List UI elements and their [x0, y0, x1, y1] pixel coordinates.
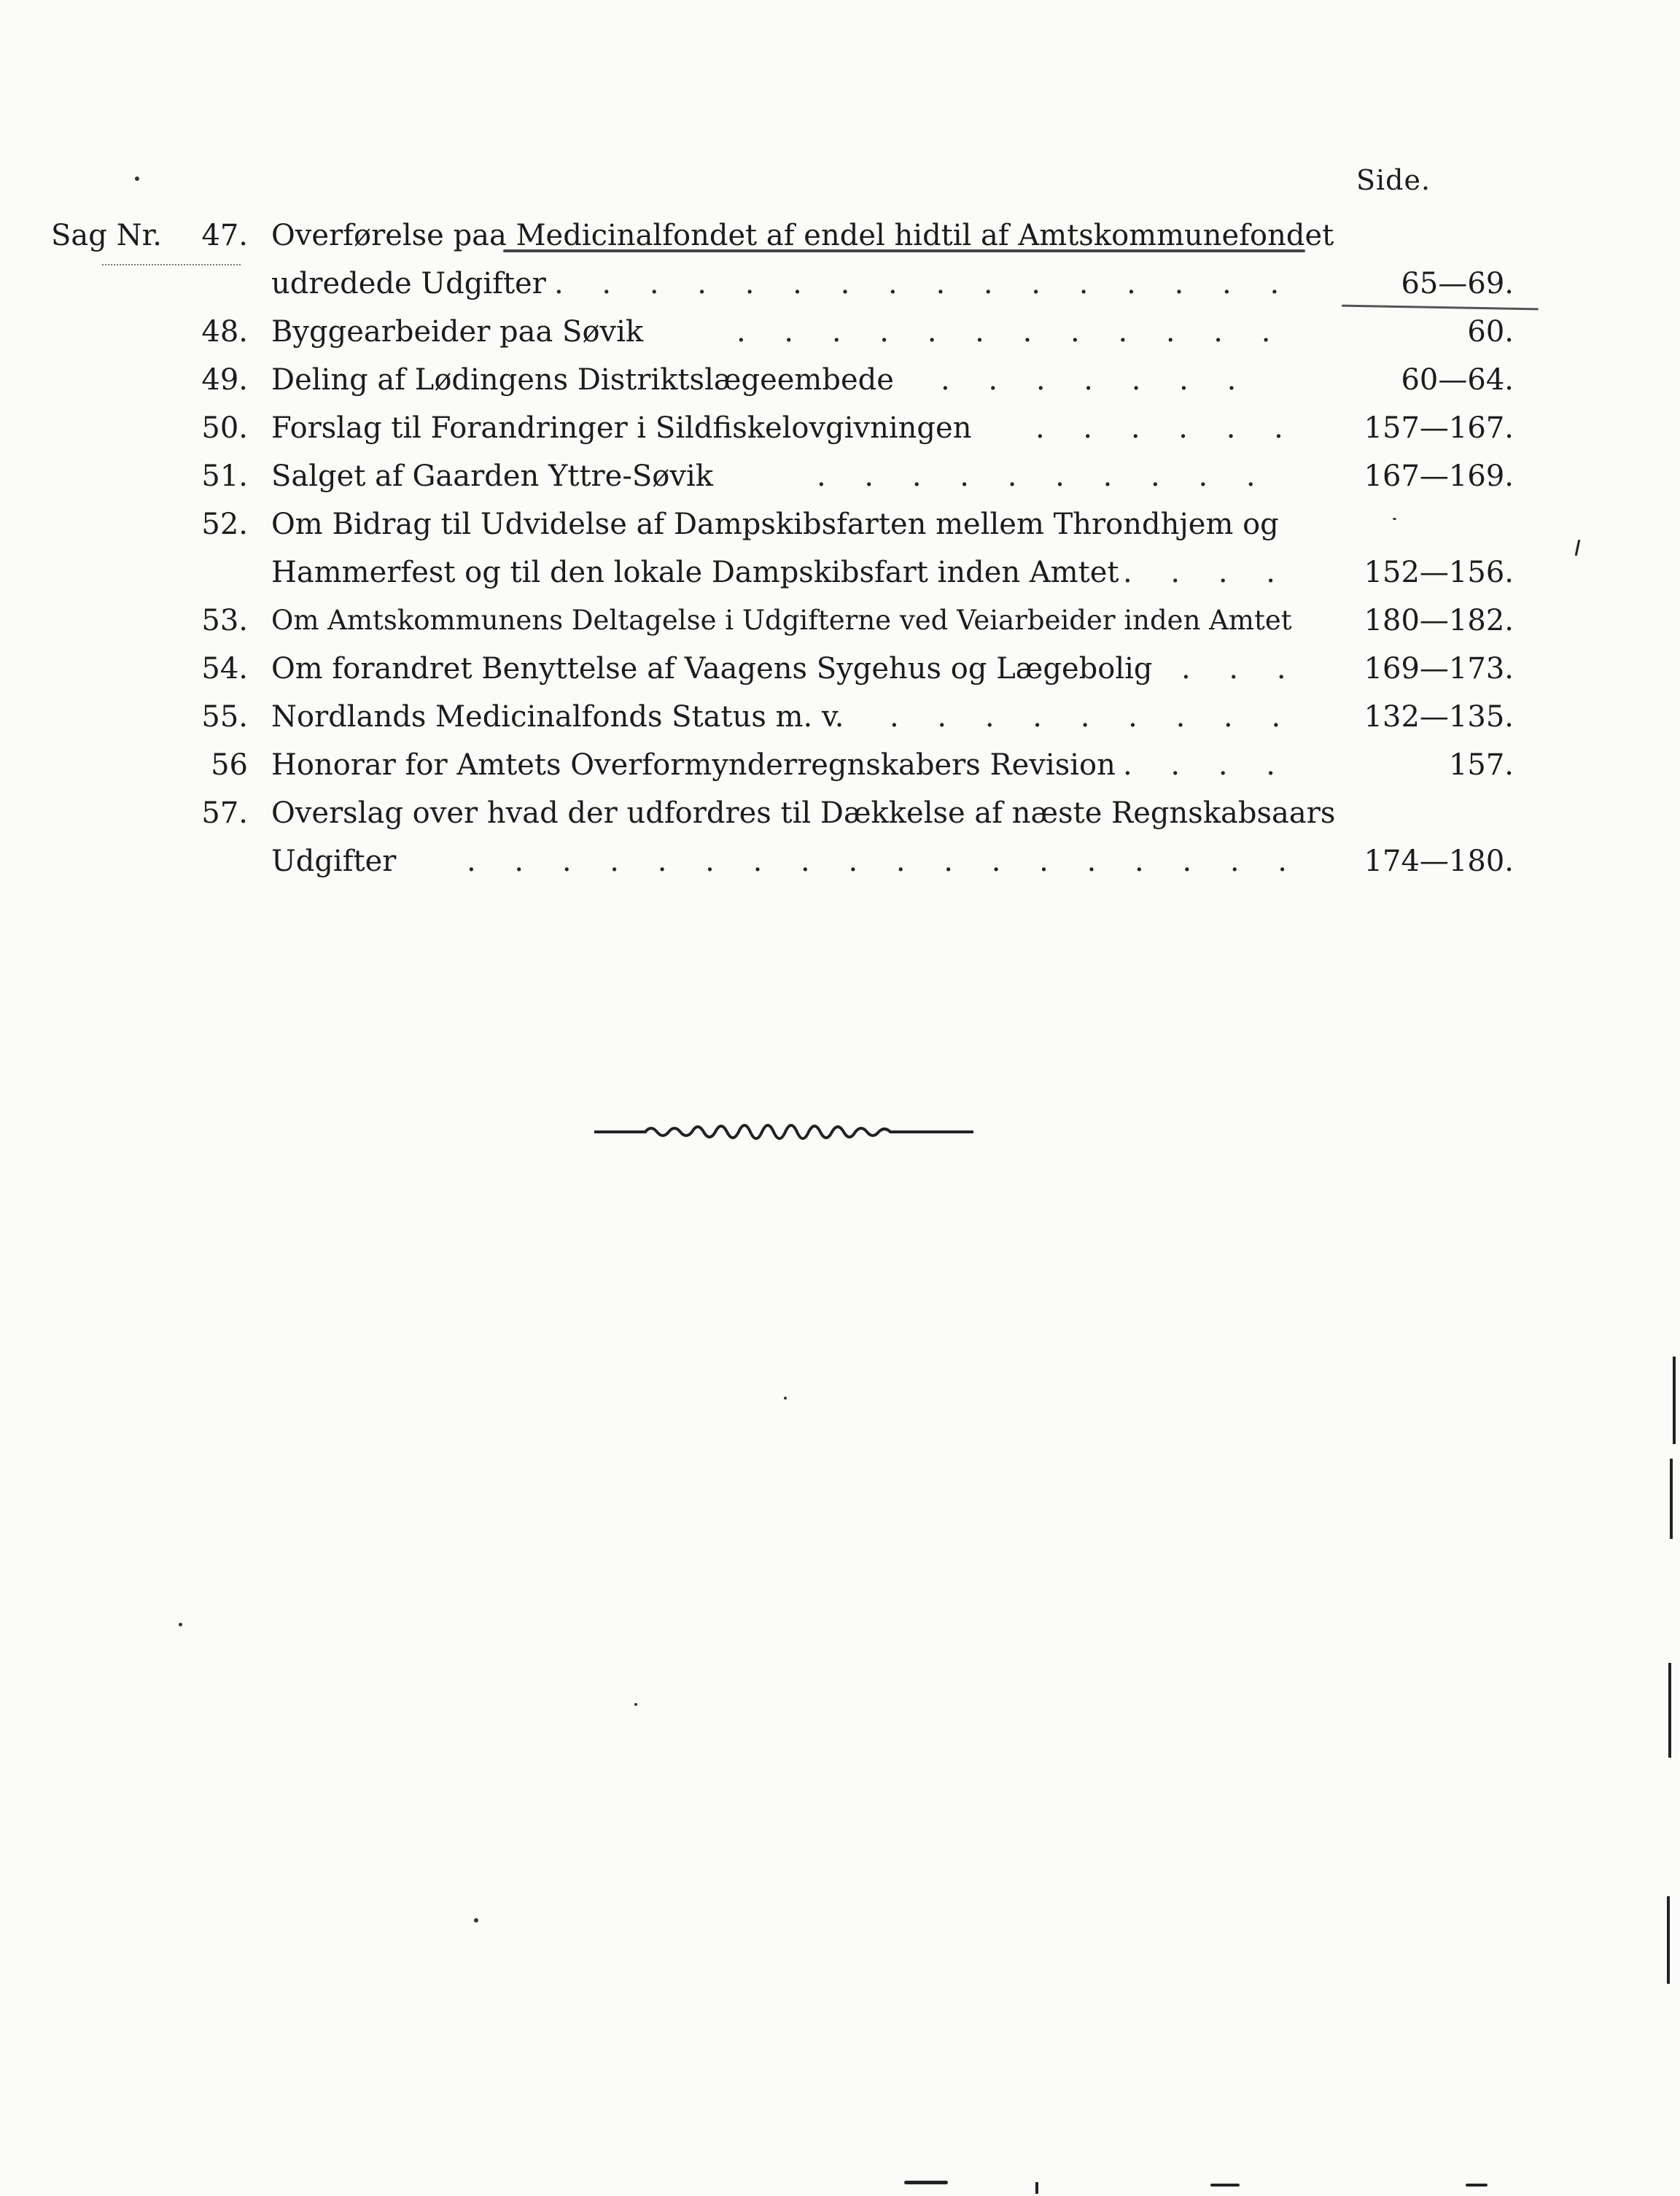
entry-number: 54.	[201, 652, 248, 686]
entry-number: 47.	[201, 219, 248, 252]
toc-entry-53	[0, 597, 1680, 645]
entry-title: Om forandret Benyttelse af Vaagens Sygehus og Lægebolig	[271, 652, 1153, 686]
entry-number: 51.	[201, 459, 248, 493]
toc-entry-47	[0, 212, 1680, 260]
entry-pages: 169—173.	[1364, 652, 1514, 686]
toc-entry-57-continued	[0, 837, 1680, 885]
leader-dots: . . . .	[1123, 556, 1291, 589]
entry-title: Byggearbeider paa Søvik	[271, 315, 644, 349]
leader-dots: . . . . . . . . .	[890, 700, 1296, 734]
leader-dots: . . . . . .	[1035, 411, 1298, 445]
entry-title: Honorar for Amtets Overformynderregnskabers Revision	[271, 748, 1116, 782]
entry-pages: 157—167.	[1364, 411, 1514, 445]
entry-pages: 157.	[1448, 748, 1514, 782]
page-column-heading: Side.	[1356, 164, 1431, 196]
case-number-prefix: Sag Nr.	[51, 219, 163, 252]
ink-speck	[135, 176, 139, 181]
entry-pages: 60—64.	[1401, 363, 1514, 397]
edge-mark	[1670, 1459, 1673, 1539]
toc-entry-48	[0, 308, 1680, 356]
ink-speck	[474, 1918, 478, 1923]
entry-number: 57.	[201, 796, 248, 830]
ink-speck	[634, 1703, 637, 1706]
entry-pages: 174—180.	[1364, 845, 1514, 878]
ink-speck	[1393, 518, 1396, 520]
entry-number: 56	[211, 748, 248, 782]
entry-title: Nordlands Medicinalfonds Status m. v.	[271, 700, 844, 734]
toc-entry-55	[0, 693, 1680, 741]
toc-entry-49	[0, 356, 1680, 404]
toc-entry-52	[0, 500, 1680, 548]
toc-entry-52-continued	[0, 548, 1680, 597]
entry-number: 50.	[201, 411, 248, 445]
entry-pages: 152—156.	[1364, 556, 1514, 589]
toc-entry-54	[0, 645, 1680, 693]
entry-title: Om Bidrag til Udvidelse af Dampskibsfarten mellem Throndhjem og	[271, 508, 1279, 541]
leader-dots: . . .	[1181, 652, 1301, 686]
leader-dots: . . . .	[1123, 748, 1291, 782]
entry-title-continued: udredede Udgifter	[271, 267, 546, 300]
leader-dots: . . . . . . . . . . . .	[736, 315, 1286, 349]
edge-mark	[1466, 2184, 1488, 2187]
ornamental-rule	[594, 1116, 973, 1145]
entry-number: 49.	[201, 363, 248, 397]
leader-dots: . . . . . . . . . . . . . . . .	[554, 267, 1294, 300]
ink-speck	[784, 1397, 787, 1400]
entry-number: 53.	[201, 604, 248, 637]
toc-entry-47-continued	[0, 260, 1680, 308]
entry-title-continued: Hammerfest og til den lokale Dampskibsfart inden Amtet	[271, 556, 1119, 589]
entry-pages: 65—69.	[1401, 267, 1514, 300]
ink-speck	[179, 1623, 182, 1626]
toc-entry-50	[0, 404, 1680, 452]
entry-number: 55.	[201, 700, 248, 734]
entry-pages: 132—135.	[1364, 700, 1514, 734]
entry-pages: 180—182.	[1364, 604, 1514, 637]
toc-entry-57	[0, 789, 1680, 837]
entry-pages: 167—169.	[1364, 459, 1514, 493]
edge-mark	[1673, 1357, 1676, 1444]
entry-pages: 60.	[1467, 315, 1514, 349]
edge-mark	[1210, 2184, 1240, 2187]
entry-title: Overførelse paa Medicinalfondet af endel hidtil af Amtskommunefondet	[271, 219, 1334, 252]
leader-dots: . . . . . . . . . .	[817, 459, 1270, 493]
edge-mark	[904, 2181, 948, 2184]
entry-title: Deling af Lødingens Distriktslægeembede	[271, 363, 894, 397]
toc-entry-51	[0, 452, 1680, 500]
edge-mark	[1668, 1663, 1671, 1758]
entry-title-continued: Udgifter	[271, 845, 397, 878]
toc-entry-56	[0, 741, 1680, 789]
entry-number: 52.	[201, 508, 248, 541]
entry-title: Salget af Gaarden Yttre-Søvik	[271, 459, 713, 493]
entry-title: Forslag til Forandringer i Sildfiskelovgivningen	[271, 411, 972, 445]
entry-title: Overslag over hvad der udfordres til Dækkelse af næste Regnskabsaars	[271, 796, 1336, 830]
edge-mark	[1667, 1896, 1670, 1984]
leader-dots: . . . . . . . . . . . . . . . . . .	[467, 845, 1302, 878]
edge-mark	[1035, 2182, 1038, 2194]
entry-number: 48.	[201, 315, 248, 349]
leader-dots: . . . . . . .	[941, 363, 1251, 397]
entry-title: Om Amtskommunens Deltagelse i Udgifterne ved Veiarbeider inden Amtet	[271, 605, 1292, 636]
